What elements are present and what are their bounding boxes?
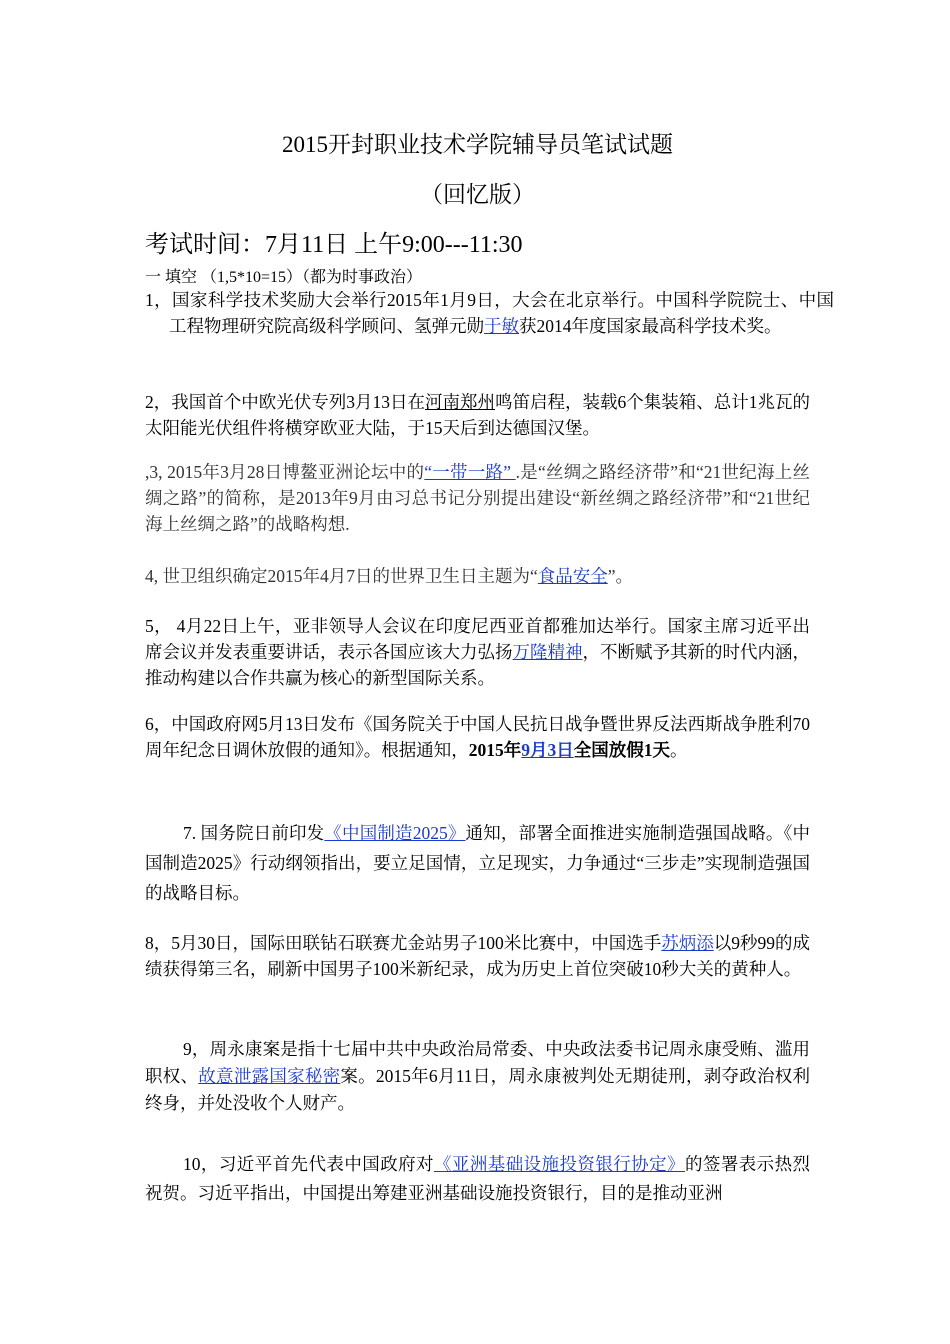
text-segment: 通知，部署全面推进实施制造强国战略。《中国制造2025》行动纲领指出，要立足国情，立足现实，力争通过“三步走”实现制造强国的战略目标。 (145, 823, 811, 903)
question-4 (145, 563, 810, 589)
text-segment: 8，5月30日，国际田联钻石联赛尤金站男子100米比赛中，中国选手 (145, 933, 662, 953)
text-segment: 2015年 (468, 740, 522, 760)
text-segment: 9，周永康案是指十七届中共中央政治局常委、中央政法委书记周永康受贿、滥用职权、 (145, 1039, 810, 1086)
text-segment: 2，我国首个中欧光伏专列3月13日在 (145, 392, 425, 412)
exam-time: 考试时间：7月11日 上午9:00---11:30 (145, 232, 523, 258)
hyperlink[interactable]: “一带一路” (424, 462, 516, 482)
text-segment: 以9秒99的成绩获得第三名，刷新中国男子100米新纪录，成为历史上首位突破10秒大关的黄种人。 (145, 933, 810, 979)
document-title: 2015开封职业技术学院辅导员笔试试题 (282, 132, 673, 157)
hyperlink[interactable]: 《亚洲基础设施投资银行协定》 (433, 1154, 685, 1174)
text-segment: ,3, 2015年3月28日博鳌亚洲论坛中的 (145, 462, 425, 482)
question-9 (145, 1036, 810, 1117)
hyperlink[interactable]: 《中国制造2025》 (324, 823, 466, 843)
text-segment: 的签署表示热烈祝贺。习近平指出，中国提出筹建亚洲基础设施投资银行，目的是推动亚洲 (145, 1154, 811, 1203)
text-segment: 7. 国务院日前印发 (183, 823, 325, 843)
text-segment: 6，中国政府网5月13日发布《国务院关于中国人民抗日战争暨世界反法西斯战争胜利70周年纪念日调休放假的通知》。根据通知， (145, 714, 810, 760)
question-2 (145, 389, 810, 441)
hyperlink[interactable]: 9月3日 (521, 740, 574, 760)
text-segment: 1，国家科学技术奖励大会举行2015年1月9日，大会在北京举行。中国科学院院士、中国工程物理研究院高级科学顾问、氢弹元勋 (145, 290, 834, 336)
hyperlink[interactable]: 于敏 (484, 316, 519, 336)
question-7 (145, 818, 810, 908)
text-segment: 获2014年度国家最高科学技术奖。 (519, 316, 782, 336)
hyperlink[interactable]: 苏炳添 (661, 933, 714, 953)
hyperlink[interactable]: 故意泄露国家秘密 (198, 1066, 341, 1086)
section-heading: 一 填空 （1,5*10=15）（都为时事政治） (145, 269, 423, 286)
document-subtitle: （回忆版） (420, 182, 535, 207)
question-3 (145, 459, 810, 537)
text-segment: ，不断赋予其新的时代内涵，推动构建以合作共赢为核心的新型国际关系。 (145, 642, 810, 688)
question-1 (145, 287, 834, 339)
question-6 (145, 711, 810, 763)
hyperlink[interactable]: 食品安全 (537, 566, 608, 586)
text-segment: 鸣笛启程，装载6个集装箱、总计1兆瓦的太阳能光伏组件将横穿欧亚大陆，于15天后到达德国汉堡。 (145, 392, 810, 438)
text-segment: 。 (670, 740, 688, 760)
text-segment: 河南郑州 (425, 392, 495, 412)
question-8 (145, 930, 810, 982)
text-segment: .是“丝绸之路经济带”和“21世纪海上丝绸之路”的简称，是2013年9月由习总书记分别提出建设“新丝绸之路经济带”和“21世纪海上丝绸之路”的战略构想. (145, 462, 810, 534)
text-segment: 4, 世卫组织确定2015年4月7日的世界卫生日主题为“ (145, 566, 538, 586)
question-10 (145, 1150, 810, 1208)
text-segment: 全国放假1天 (573, 740, 670, 760)
question-5 (145, 613, 810, 691)
text-segment: ”。 (607, 566, 634, 586)
hyperlink[interactable]: 万隆精神 (512, 642, 583, 662)
text-segment: 10，习近平首先代表中国政府对 (183, 1154, 434, 1174)
text-segment: 5， 4月22日上午，亚非领导人会议在印度尼西亚首都雅加达举行。国家主席习近平出席会议并发表重要讲话，表示各国应该大力弘扬 (145, 616, 810, 662)
text-segment: 案。2015年6月11日，周永康被判处无期徒刑，剥夺政治权利终身，并处没收个人财产。 (145, 1066, 811, 1113)
